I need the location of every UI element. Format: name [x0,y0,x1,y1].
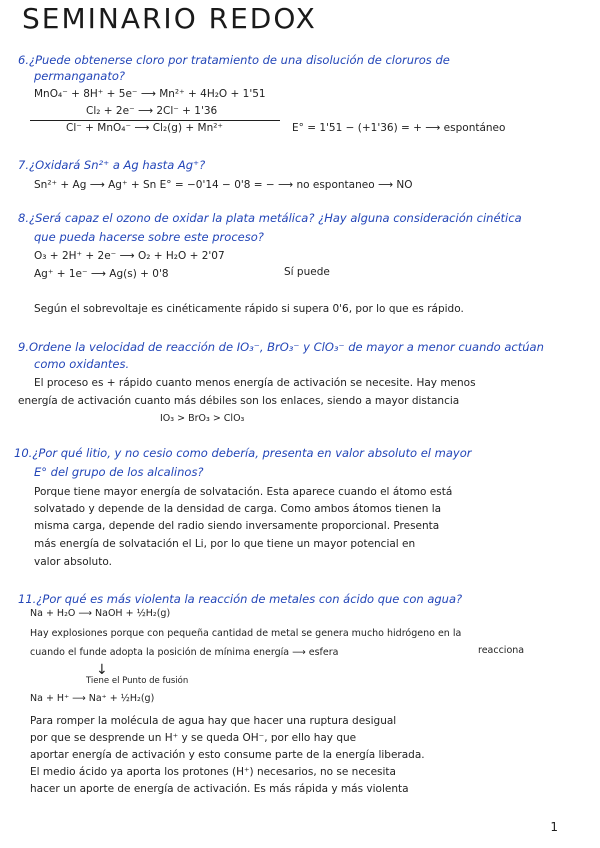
q8-answer: Según el sobrevoltaje es cinéticamente rápido si supera 0'6, por lo que es rápido. [34,303,464,315]
q10-answer-line-2: solvatado y depende de la densidad de carga. Como ambos átomos tienen la [34,503,442,515]
q6-sum-line [30,120,280,121]
q10-answer-line-3: misma carga, depende del radio siendo inversamente proporcional. Presenta [34,520,440,532]
question-10-line-2: E° del grupo de los alcalinos? [34,465,204,479]
q11-note: Tiene el Punto de fusión [86,676,189,686]
q6-result: E° = 1'51 − (+1'36) = + ⟶ espontáneo [292,122,506,134]
q11-answer-line-6: El medio ácido ya aporta los protones (H⁺) necesarios, no se necesita [30,766,396,778]
q11-equation-1: Na + H₂O ⟶ NaOH + ½H₂(g) [30,608,171,619]
question-9-line-1: 9.Ordene la velocidad de reacción de IO₃⁻, BrO₃⁻ y ClO₃⁻ de mayor a menor cuando actúan [18,340,544,354]
question-8-line-1: 8.¿Será capaz el ozono de oxidar la plata metálica? ¿Hay alguna consideración cinética [18,211,522,225]
q6-equation-2: Cl₂ + 2e⁻ ⟶ 2Cl⁻ + 1'36 [86,105,218,117]
question-10-line-1: 10.¿Por qué litio, y no cesio como debería, presenta en valor absoluto el mayor [14,446,472,460]
q11-answer-line-2: cuando el funde adopta la posición de mínima energía ⟶ esfera [30,647,339,658]
q11-answer-line-7: hacer un aporte de energía de activación. Es más rápida y más violenta [30,783,409,795]
q11-answer-line-1: Hay explosiones porque con pequeña cantidad de metal se genera mucho hidrógeno en la [30,628,462,639]
q9-answer-line-3: IO₃ > BrO₃ > ClO₃ [160,413,245,424]
q10-answer-line-4: más energía de solvatación el Li, por lo que tiene un mayor potencial en [34,538,416,550]
question-8-line-2: que pueda hacerse sobre este proceso? [34,230,264,244]
page-number: 1 [550,820,558,834]
q10-answer-line-5: valor absoluto. [34,556,112,568]
down-arrow-icon: ↓ [96,662,108,678]
q8-equation-2: Ag⁺ + 1e⁻ ⟶ Ag(s) + 0'8 [34,268,169,280]
q8-equation-2-note: Sí puede [284,266,330,278]
question-6-line-2: permanganato? [34,69,125,83]
question-9-line-2: como oxidantes. [34,357,130,371]
q11-answer-line-3: Para romper la molécula de agua hay que hacer una ruptura desigual [30,715,397,727]
q10-answer-line-1: Porque tiene mayor energía de solvatación. Esta aparece cuando el átomo está [34,486,453,498]
q11-answer-line-5: aportar energía de activación y esto consume parte de la energía liberada. [30,749,425,761]
q11-answer-line-4: por que se desprende un H⁺ y se queda OH⁻, por ello hay que [30,732,357,744]
question-7-line-1: 7.¿Oxidará Sn²⁺ a Ag hasta Ag⁺? [18,158,206,172]
question-6-line-1: 6.¿Puede obtenerse cloro por tratamiento de una disolución de cloruros de [18,53,450,67]
q11-equation-2: Na + H⁺ ⟶ Na⁺ + ½H₂(g) [30,693,155,704]
question-11-line-1: 11.¿Por qué es más violenta la reacción de metales con ácido que con agua? [18,592,463,606]
q6-equation-1: MnO₄⁻ + 8H⁺ + 5e⁻ ⟶ Mn²⁺ + 4H₂O + 1'51 [34,88,266,100]
q9-answer-line-2: energía de activación cuanto más débiles son los enlaces, siendo a mayor distancia [18,395,460,407]
q11-answer-line-2-note: reacciona [478,645,525,656]
page-title: SEMINARIO REDOX [22,2,317,35]
q6-equation-3: Cl⁻ + MnO₄⁻ ⟶ Cl₂(g) + Mn²⁺ [66,122,223,134]
q9-answer-line-1: El proceso es + rápido cuanto menos energía de activación se necesite. Hay menos [34,377,476,389]
q7-equation: Sn²⁺ + Ag ⟶ Ag⁺ + Sn E° = −0'14 − 0'8 = − ⟶ no espontaneo ⟶ NO [34,179,413,191]
q8-equation-1: O₃ + 2H⁺ + 2e⁻ ⟶ O₂ + H₂O + 2'07 [34,250,225,262]
